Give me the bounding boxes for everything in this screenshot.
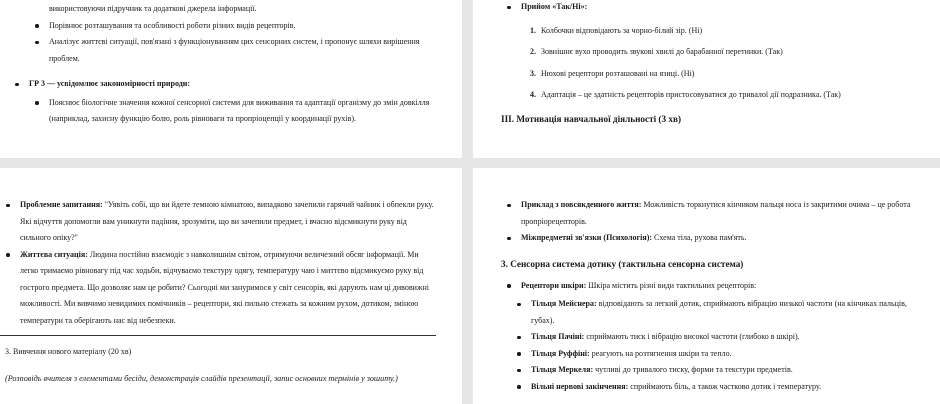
list-item: Тільця Мейснера: відповідають за легкий дотик, сприймають вібрацію низької частоти (на кінчиках пальців, губах). xyxy=(511,296,921,329)
gr3-item xyxy=(9,76,439,93)
section-heading: 3. Сенсорна система дотику (тактильна сенсорна система) xyxy=(501,258,744,269)
list-item: Аналізує життєві ситуації, пов'язані з функціонуванням цих сенсорних систем, і пропонує шляхи вирішення проблем. xyxy=(29,34,439,67)
method-label: Прийом «Так/Ні»: xyxy=(521,2,588,11)
list-item: Порівнює розташування та особливості роботи різних видів рецепторів. xyxy=(29,18,439,35)
method-item xyxy=(501,0,921,16)
yes-no-list xyxy=(501,20,921,106)
question-item: 3. Нюхові рецептори розташовані на язиці. (Ні) xyxy=(530,68,695,78)
gr3-label: ГР 3 — усвідомлює закономірності природи: xyxy=(29,79,191,88)
list-item: Тільця Руффіні: реагують на розтягнення шкіри та тепло. xyxy=(511,346,921,363)
interdisciplinary: Міжпредметні зв'язки (Психологія): Схема тіла, рухова пам'ять. xyxy=(501,230,921,247)
section-heading: ІІІ. Мотивація навчальної діяльності (3 хв) xyxy=(501,113,681,124)
list-item: Вільні нервові закінчення: сприймають біль, а також частково дотик і температуру. xyxy=(511,379,921,396)
question-item: 4. Адаптація – це здатність рецепторів пристосовуватися до тривалої дії подразника. (Так) xyxy=(530,90,841,99)
everyday-example: Приклад з повсякденного життя: Можливість торкнутися кінчиком пальця носа із закритими очима – це робота пропріорецепторів. xyxy=(501,197,921,230)
gr2-bullets xyxy=(29,18,439,68)
problem-question: Проблемне запитання: "Уявіть собі, що ви йдете темною кімнатою, випадково зачепили гарячий чайник і обпекли руку. Які відчуття допомогли вам уникнути падіння, зрозуміти, що ви зачепили предмет, і вчасно відсмикнути руку від сильного опіку?" xyxy=(0,197,436,247)
page-bottom-left xyxy=(0,168,462,404)
fragment-line: використовуючи підручник та додаткові джерела інформації. xyxy=(49,4,257,13)
teacher-note: (Розповідь вчителя з елементами бесіди, демонстрація слайдів презентації, запис основних термінів у зошиту.) xyxy=(5,373,398,383)
question-item: 2. Зовнішнє вухо проводить звукові хвилі до барабанної перетинки. (Так) xyxy=(530,47,783,56)
page-top-right xyxy=(473,0,940,158)
page-top-left xyxy=(0,0,462,158)
study-heading: 3. Вивчення нового матеріалу (20 хв) xyxy=(5,347,132,356)
question-item: 1. Колбочки відповідають за чорно-білий зір. (Ні) xyxy=(530,25,703,35)
page-bottom-right xyxy=(473,168,940,404)
skin-receptors: Рецептори шкіри: Шкіра містить різні види тактильних рецепторів: xyxy=(501,278,921,295)
list-item: Тільця Меркеля: чутливі до тривалого тиску, форми та текстури предметів. xyxy=(511,362,921,379)
divider xyxy=(0,335,436,336)
list-item: Пояснює біологічне значення кожної сенсорної системи для виживання та адаптації організму до змін довкілля (наприклад, захисну функцію болю, роль рівноваги та пропріоцепції у координації рухів). xyxy=(29,95,439,128)
receptor-list xyxy=(501,296,921,395)
list-item: Тільця Пачіні: сприймають тиск і вібрацію високої частоти (глибоко в шкірі). xyxy=(511,329,921,346)
life-situation: Життєва ситуація: Людина постійно взаємодіє з навколишнім світом, отримуючи величезний обсяг інформації. Ми легко тримаємо рівновагу під час ходьби, відчуваємо текстуру одягу, температуру чаю і миттєво відсмикуємо руку від гострого предмета. Що дозволяє нам це робити? Сьогодні ми зануримося у світ сенсорів, які дарують нам ці дивовижні можливості. Ми вивчимо невидимих помічників – рецептори, які пильно стежать за кожним рухом, дотиком, зміною температури та оберігають нас від небезпеки. xyxy=(0,247,436,330)
